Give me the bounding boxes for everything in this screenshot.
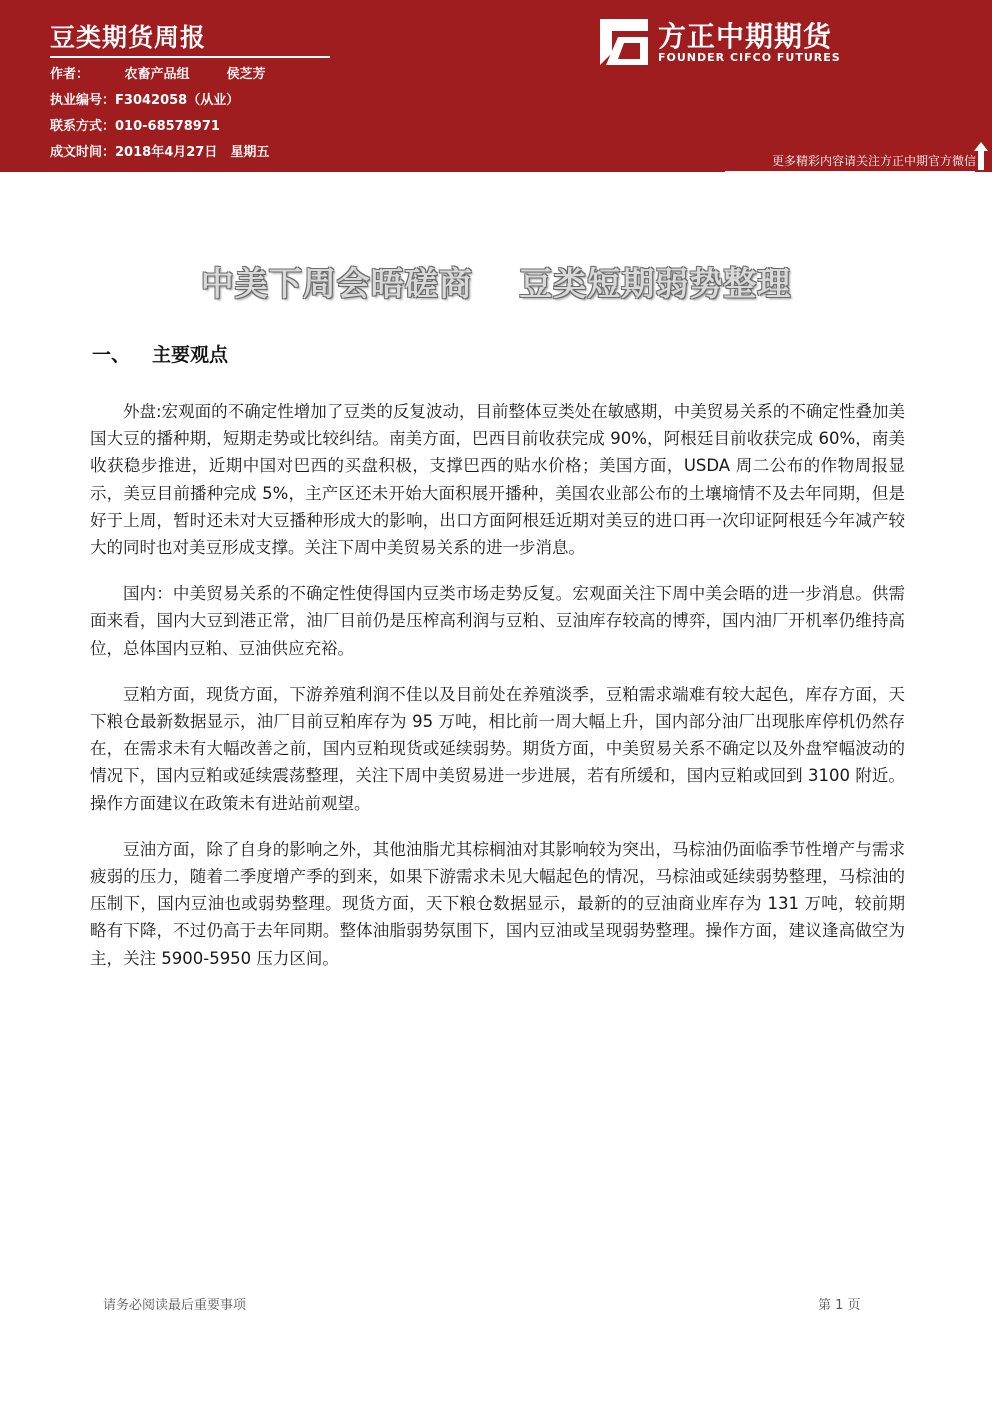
wechat-promo-link[interactable]: 更多精彩内容请关注方正中期官方微信 [771, 154, 976, 168]
document-body [90, 398, 905, 991]
paragraph-soyoil: 豆油方面，除了自身的影响之外，其他油脂尤其棕榈油对其影响较为突出，马棕油仍面临季节性增产与需求疲弱的压力，随着二季度增产季的到来，如果下游需求未见大幅起色的情况，马棕油或延续弱势整理，马棕油的压制下，国内豆油也或弱势整理。现货方面，天下粮仓数据显示，最新的的豆油商业库存为 131 万吨，较前期略有下降，不过仍高于去年同期。整体油脂弱势氛围下，国内豆油或呈现弱势整理。操作方面，建议逢高做空为主，关注 5900-5950 压力区间。 [90, 839, 905, 968]
author-label: 作者： [50, 67, 90, 82]
report-header [0, 0, 992, 172]
date-label: 成文时间 [50, 145, 103, 160]
paragraph-domestic: 国内：中美贸易关系的不确定性使得国内豆类市场走势反复。宏观面关注下周中美会晤的进一步消息。供需面来看，国内大豆到港正常，油厂目前仍是压榨高利润与豆粕、豆油库存较高的博弈，国内油厂开机率仍维持高位，总体国内豆粕、豆油供应充裕。 [90, 584, 905, 658]
paragraph-overseas: 外盘:宏观面的不确定性增加了豆类的反复波动，目前整体豆类处在敏感期，中美贸易关系的不确定性叠加美国大豆的播种期，短期走势或比较纠结。南美方面，巴西目前收获完成 90%，阿根廷目前收获完成 60%，南美收获稳步推进，近期中国对巴西的买盘积极，支撑巴西的贴水价格；美国方面，USDA 周二公布的作物周报显示，美豆目前播种完成 5%，主产区还未开始大面积展开播种，美国农业部公布的土壤墒情不及去年同期，但是好于上周，暂时还未对大豆播种形成大的影响，出口方面阿根廷近期对美豆的进口再一次印证阿根廷今年减产较大的同时也对美豆形成支撑。关注下周中美贸易关系的进一步消息。 [90, 402, 905, 558]
contact-label: 联系方式： [50, 119, 116, 134]
promo-underline [725, 171, 975, 172]
contact-line [50, 118, 220, 136]
footer-notice: 请务必阅读最后重要事项 [103, 1298, 247, 1313]
author-group: 农畜产品组 [124, 67, 190, 82]
logo-chinese-name: 方正中期期货 [658, 20, 833, 53]
license-value: F3042058（从业） [115, 93, 240, 108]
date-line [50, 144, 269, 162]
up-arrow-icon [974, 142, 988, 170]
author-line [50, 66, 266, 84]
date-value: ：2018年4月27日 星期五 [102, 145, 270, 160]
paragraph-soymeal: 豆粕方面，现货方面，下游养殖利润不佳以及目前处在养殖淡季，豆粕需求端难有较大起色，库存方面，天下粮仓最新数据显示，油厂目前豆粕库存为 95 万吨，相比前一周大幅上升，国内部分油厂出现胀库停机仍然存在，在需求未有大幅改善之前，国内豆粕现货或延续弱势。期货方面，中美贸易关系不确定以及外盘窄幅波动的情况下，国内豆粕或延续震荡整理，关注下周中美贸易进一步进展，若有所缓和，国内豆粕或回到 3100 附近。操作方面建议在政策未有进站前观望。 [90, 684, 905, 813]
section-title: 主要观点 [152, 344, 229, 366]
author-name: 侯芝芳 [226, 67, 266, 82]
company-logo [600, 15, 860, 71]
section-heading [92, 340, 228, 367]
page-number: 第 1 页 [818, 1298, 861, 1313]
logo-english-name: FOUNDER CIFCO FUTURES [658, 51, 841, 64]
license-line [50, 92, 239, 110]
founder-logo-icon [600, 19, 648, 65]
report-series-title: 豆类期货周报 [50, 23, 207, 52]
section-number: 一、 [92, 344, 131, 366]
license-label: 执业编号： [50, 93, 116, 108]
document-title: 中美下周会晤磋商 豆类短期弱势整理 [200, 264, 792, 303]
header-divider [50, 56, 330, 58]
contact-value: 010-68578971 [115, 119, 220, 134]
